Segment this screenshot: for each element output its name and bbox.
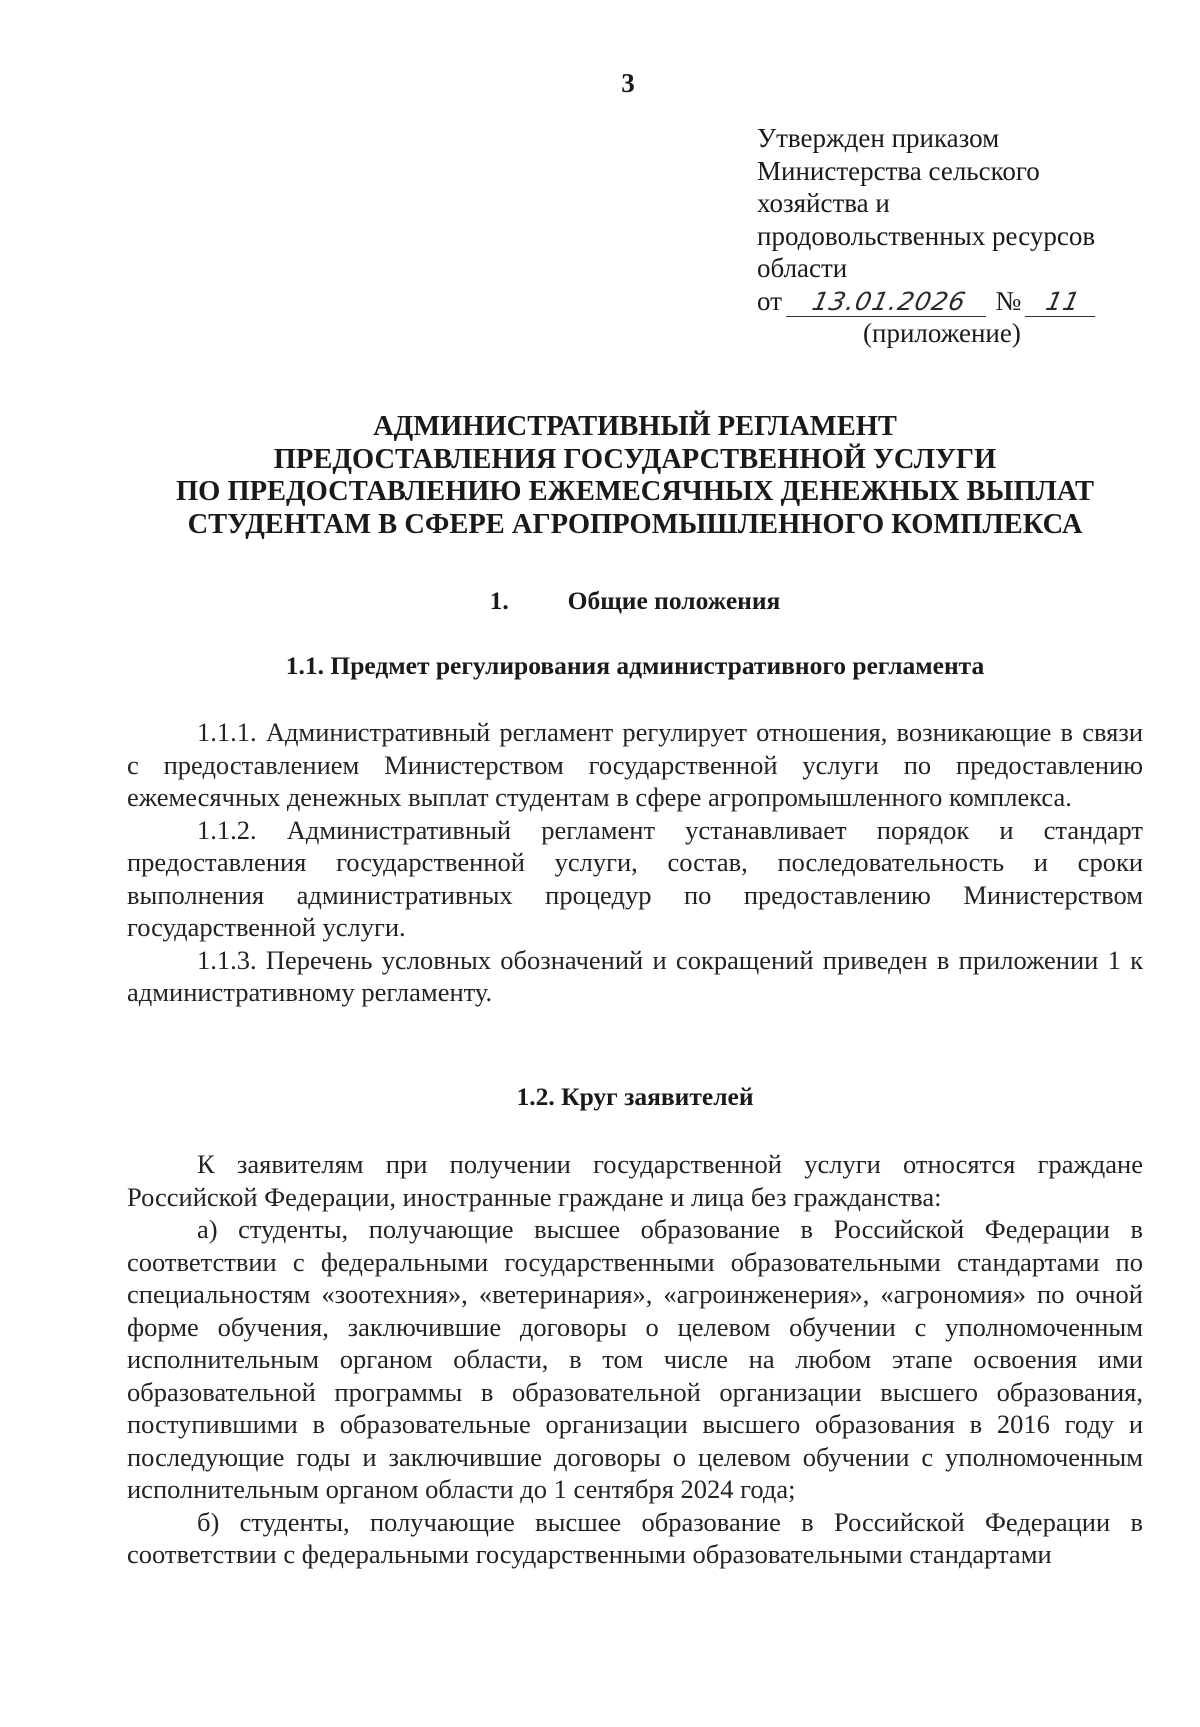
section-1-2-body <box>127 1148 1143 1571</box>
approval-line: области <box>757 253 848 283</box>
approval-date-line <box>757 285 1177 318</box>
approval-stamp-block <box>757 122 1177 350</box>
section-1-2-heading: 1.2. Круг заявителей <box>516 1082 754 1111</box>
title-line: ПРЕДОСТАВЛЕНИЯ ГОСУДАРСТВЕННОЙ УСЛУГИ <box>273 443 997 475</box>
page-number: 3 <box>621 68 635 98</box>
paragraph: 1.1.1. Административный регламент регулирует отношения, возникающие в связи с предоставлением Министерством государственной услуги по предоставлению ежемесячных денежных выплат студентам в сфере агропромышленного комплекса. <box>127 717 1143 812</box>
title-line: СТУДЕНТАМ В СФЕРЕ АГРОПРОМЫШЛЕННОГО КОМПЛЕКСА <box>187 508 1083 540</box>
approval-line: Утвержден приказом <box>757 123 1000 153</box>
paragraph: К заявителям при получении государственной услуги относятся граждане Российской Федерации, иностранные граждане и лица без гражданства: <box>127 1149 1143 1212</box>
document-title <box>120 411 1150 541</box>
paragraph: а) студенты, получающие высшее образование в Российской Федерации в соответствии с федеральными государственными образовательными стандартами по специальностям «зоотехния», «ветеринария», «агроинженерия», «агрономия» по очной форме обучения, заключившие договоры о целевом обучении с уполномоченным исполнительным органом области, в том числе на любом этапе освоения ими образовательной программы в образовательной организации высшего образования, поступившими в образовательные организации высшего образования в 2016 году и последующие годы и заключившие договоры о целевом обучении с уполномоченным исполнительным органом области до 1 сентября 2024 года; <box>127 1214 1143 1504</box>
paragraph: 1.1.2. Административный регламент устанавливает порядок и стандарт предоставления государственной услуги, состав, последовательность и сроки выполнения административных процедур по предоставлению Министерством государственной услуги. <box>127 814 1143 942</box>
paragraph: б) студенты, получающие высшее образование в Российской Федерации в соответствии с федеральными государственными образовательными стандартами <box>127 1506 1143 1569</box>
section-1-number: 1. <box>489 586 509 615</box>
title-line: ПО ПРЕДОСТАВЛЕНИЮ ЕЖЕМЕСЯЧНЫХ ДЕНЕЖНЫХ ВЫПЛАТ <box>175 476 1094 507</box>
approval-line: Министерства сельского <box>757 155 1040 186</box>
section-1-1-body <box>127 716 1143 1009</box>
handwritten-date: 13.01.2026 <box>786 288 992 317</box>
number-sign: № <box>995 285 1022 316</box>
section-1-1-heading: 1.1. Предмет регулирования административного регламента <box>285 651 985 680</box>
appendix-label: (приложение) <box>863 318 1021 348</box>
approval-line: продовольственных ресурсов <box>757 220 1096 251</box>
title-line: АДМИНИСТРАТИВНЫЙ РЕГЛАМЕНТ <box>373 411 897 442</box>
date-prefix: от <box>757 285 782 316</box>
section-1-heading <box>120 586 1150 616</box>
paragraph: 1.1.3. Перечень условных обозначений и сокращений приведен в приложении 1 к административному регламенту. <box>127 944 1143 1007</box>
section-1-title: Общие положения <box>567 586 781 615</box>
handwritten-number: 11 <box>1025 288 1101 317</box>
approval-line: хозяйства и <box>757 188 890 218</box>
